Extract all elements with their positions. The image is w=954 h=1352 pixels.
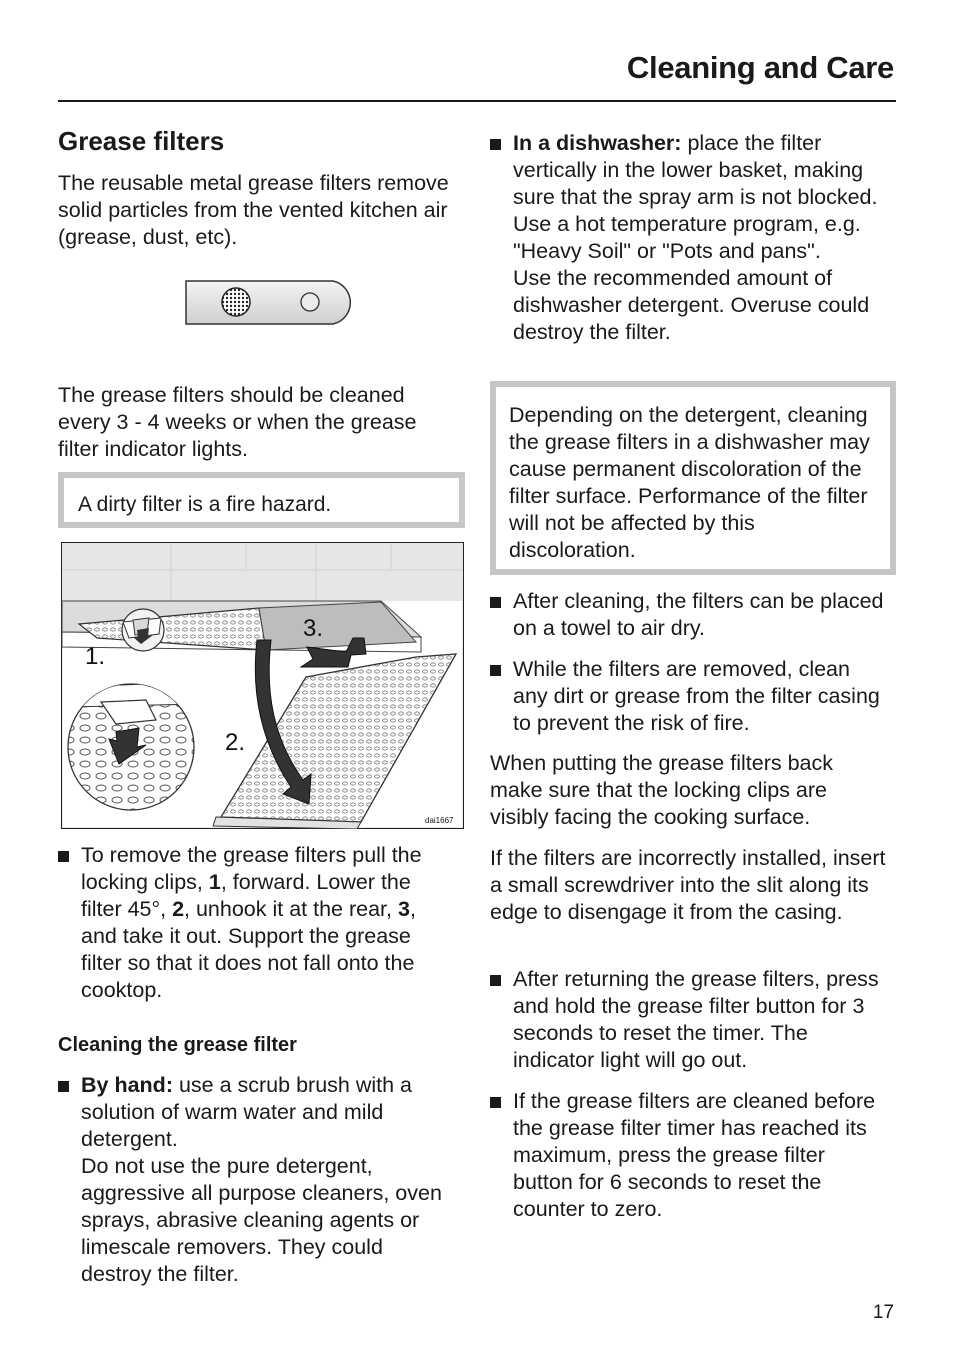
step-number-1: 1 — [208, 870, 221, 894]
clean-casing-bullet — [490, 656, 890, 737]
remove-text-4: , and take it out. Support the grease filter so that it does not fall onto the cooktop. — [81, 897, 416, 1002]
bullet-square-icon — [490, 1097, 501, 1108]
by-hand-bullet — [58, 1072, 453, 1288]
illustration-label-2: 2. — [225, 729, 246, 756]
step-number-3: 3 — [397, 897, 410, 921]
bullet-square-icon — [58, 851, 69, 862]
reset-counter-bullet — [490, 1088, 890, 1223]
reset-timer-text: After returning the grease filters, press and hold the grease filter button for 3 seconds to reset the timer. The indicator light will go out. — [513, 967, 879, 1072]
dishwasher-label: In a dishwasher: — [513, 131, 682, 155]
bullet-square-icon — [490, 597, 501, 608]
discoloration-note-box — [490, 381, 896, 575]
header-rule — [58, 100, 896, 102]
bullet-square-icon — [490, 139, 501, 150]
dishwasher-text-3: Use the recommended amount of dishwasher detergent. Overuse could destroy the filter. — [513, 266, 870, 344]
remove-filter-bullet — [58, 842, 453, 1004]
intro-paragraph: The reusable metal grease filters remove solid particles from the vented kitchen air (grease, dust, etc). — [58, 171, 449, 249]
remove-text-1: To remove the grease filters pull the locking clips, — [81, 843, 422, 894]
cleaning-subheading: Cleaning the grease filter — [58, 1034, 297, 1056]
dishwasher-text-2: Use a hot temperature program, e.g. "Heavy Soil" or "Pots and pans". — [513, 212, 861, 263]
fire-hazard-warning-text: A dirty filter is a fire hazard. — [78, 493, 332, 516]
filter-removal-illustration — [61, 542, 464, 834]
illustration-label-3: 3. — [303, 615, 324, 642]
by-hand-label: By hand: — [81, 1073, 173, 1097]
remove-text-3: , unhook it at the rear, — [184, 897, 398, 921]
by-hand-text-2: Do not use the pure detergent, aggressive all purpose cleaners, oven sprays, abrasive cleaning agents or limescale removers. They could destroy the filter. — [81, 1154, 442, 1286]
page-number: 17 — [872, 1302, 894, 1323]
dishwasher-text-1: place the filter vertically in the lower basket, making sure that the spray arm is not blocked. — [513, 131, 878, 209]
by-hand-text-1: use a scrub brush with a solution of warm water and mild detergent. — [81, 1073, 412, 1151]
clean-casing-text: While the filters are removed, clean any dirt or grease from the filter casing to prevent the risk of fire. — [513, 657, 880, 735]
fire-hazard-warning-box — [58, 472, 465, 528]
bullet-square-icon — [490, 975, 501, 986]
illustration-code: dai1667 — [425, 816, 454, 825]
grease-filter-button-panel — [185, 280, 357, 331]
air-dry-text: After cleaning, the filters can be placed on a towel to air dry. — [513, 589, 884, 640]
reset-timer-bullet — [490, 966, 890, 1074]
dishwasher-bullet — [490, 130, 900, 346]
section-heading: Grease filters — [58, 126, 225, 156]
discoloration-note-text: Depending on the detergent, cleaning the grease filters in a dishwasher may cause permanent discoloration of the filter surface. Performance of the filter will not be affected by this discoloration. — [509, 403, 870, 562]
remove-text-2: , forward. Lower the filter 45°, — [81, 870, 411, 921]
bullet-square-icon — [58, 1081, 69, 1092]
air-dry-bullet — [490, 588, 890, 642]
step-number-2: 2 — [172, 897, 185, 921]
grease-filter-icon — [222, 288, 250, 316]
reset-counter-text: If the grease filters are cleaned before the grease filter timer has reached its maximum, press the grease filter button for 6 seconds to reset the counter to zero. — [513, 1089, 876, 1221]
incorrect-install-paragraph: If the filters are incorrectly installed, insert a small screwdriver into the slit along its edge to disengage it from the casing. — [490, 846, 886, 924]
indicator-light-icon — [301, 293, 319, 311]
page-header-title: Cleaning and Care — [626, 50, 894, 85]
illustration-label-1: 1. — [85, 643, 106, 670]
bullet-square-icon — [490, 665, 501, 676]
cleaning-schedule-paragraph: The grease filters should be cleaned every 3 - 4 weeks or when the grease filter indicator lights. — [58, 383, 417, 461]
reinstall-paragraph: When putting the grease filters back make sure that the locking clips are visibly facing the cooking surface. — [490, 751, 833, 829]
